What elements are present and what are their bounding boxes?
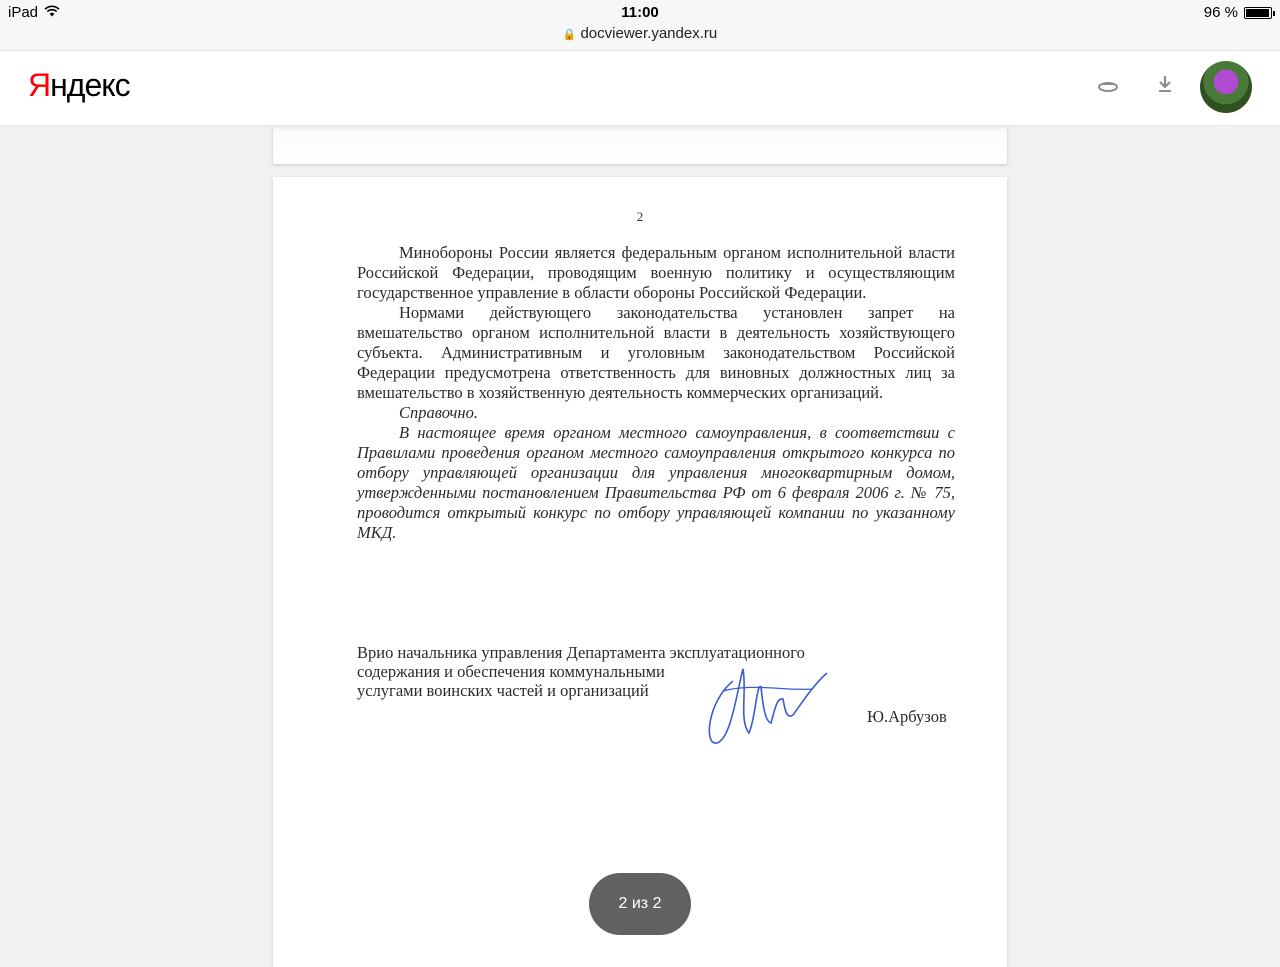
disk-icon[interactable] (1096, 75, 1120, 99)
address-bar[interactable] (0, 25, 1280, 42)
status-right (1204, 4, 1272, 21)
url-text: docviewer.yandex.ru (580, 25, 718, 42)
paragraph: В настоящее время органом местного самоуправления, в соответствии с Правилами проведения органом местного самоуправления открытого конкурса по отбору управляющей организации для управления многоквартирным домом, утвержденными постановлением Правительства РФ от 6 февраля 2006 г. № 75, проводится открытый конкурс по отбору управляющей компании по указанному МКД. (357, 423, 955, 542)
paragraph: Справочно. (399, 403, 478, 422)
signature-line: услугами воинских частей и организаций (357, 681, 649, 700)
status-bar (0, 0, 1280, 50)
app-header (0, 50, 1280, 126)
download-icon[interactable] (1153, 75, 1177, 99)
battery-icon (1244, 7, 1272, 19)
paragraph: Минобороны России является федеральным органом исполнительной власти Российской Федерации, проводящим военную политику и осуществляющим государственное управление в области обороны Российской Федерации. (357, 243, 955, 302)
yandex-logo[interactable]: Яндекс (28, 67, 130, 103)
avatar[interactable] (1200, 61, 1252, 113)
handwritten-signature (703, 661, 833, 751)
signature-line: Врио начальника управления Департамента эксплуатационного (357, 643, 805, 662)
paragraph: Нормами действующего законодательства установлен запрет на вмешательство органом исполнительной власти в деятельность хозяйствующего субъекта. Административным и уголовным законодательством Российской Федерации предусмотрена ответственность для виновных должностных лиц за вмешательство в хозяйственную деятельность коммерческих организаций. (357, 303, 955, 402)
page-number: 2 (636, 209, 644, 224)
signature-line: содержания и обеспечения коммунальными (357, 662, 665, 681)
signer-name: Ю.Арбузов (867, 707, 947, 726)
previous-page (273, 124, 1007, 164)
device-name: iPad (8, 4, 39, 21)
document-page (273, 177, 1007, 967)
battery-percent: 96 % (1203, 4, 1238, 21)
clock: 11:00 (621, 4, 659, 21)
document-body (357, 243, 955, 543)
lock-icon: 🔒 (562, 29, 577, 41)
page-indicator[interactable]: 2 из 2 (589, 873, 691, 935)
